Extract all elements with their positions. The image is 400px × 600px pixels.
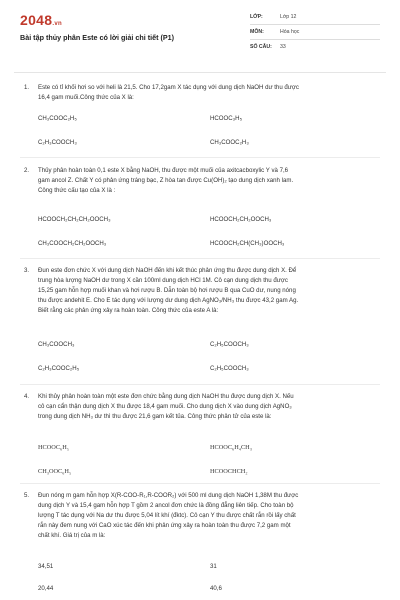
option-d[interactable]: CH₃COOC₂H₃ xyxy=(210,139,249,146)
question-text xyxy=(38,266,380,316)
option-d[interactable]: HCOOCH₂CH(CH₃)OOCH₃ xyxy=(210,240,285,247)
question-number: 1. xyxy=(24,84,30,91)
meta-label: LỚP: xyxy=(250,14,263,20)
question-line: rắn này đem nung với CaO xúc tác đến khi phản ứng xảy ra hoàn toàn thu được 7,2 gam một xyxy=(38,522,291,529)
question-line: Este có tỉ khối hơi so với heli là 21,5. Cho 17,2gam X tác dụng với dung dịch NaOH dư thu được xyxy=(38,84,299,91)
question-number: 2. xyxy=(24,167,30,174)
question-text xyxy=(38,166,380,196)
question-line: 15,25 gam hỗn hợp muối khan và hơi rượu B. Dẫn toàn bộ hơi rượu B qua CuO dư, nung nóng xyxy=(38,287,296,294)
question-1 xyxy=(24,83,380,103)
question-line: cô cạn cẩn thận dung dịch X thu được 18,4 gam muối. Cho dung dịch X vào dung dịch AgNO₃ xyxy=(38,403,292,410)
option-c[interactable]: C₂H₃COOCH₃ xyxy=(38,139,77,146)
option-d[interactable]: 40,6 xyxy=(210,585,222,592)
meta-value: 33 xyxy=(280,44,286,50)
meta-row-class xyxy=(250,10,380,25)
option-a[interactable]: HCOOC₆H₅ xyxy=(38,444,69,451)
question-divider xyxy=(20,258,380,259)
option-c[interactable]: 20,44 xyxy=(38,585,54,592)
question-5 xyxy=(24,491,380,541)
question-line: Công thức cấu tạo của X là : xyxy=(38,187,116,194)
question-line: trung hòa lượng NaOH dư trong X cần 100ml dung dịch HCl 1M. Cô cạn dung dịch thu được xyxy=(38,277,288,284)
option-a[interactable]: HCOOCH₂CH₂CH₂OOCH₃ xyxy=(38,216,111,223)
option-c[interactable]: CH₃COOCH₂CH₂OOCH₃ xyxy=(38,240,107,247)
logo-main: 2048 xyxy=(20,12,53,28)
header-divider xyxy=(14,72,386,73)
meta-label: MÔN: xyxy=(250,29,264,35)
document-meta xyxy=(250,10,380,54)
question-3 xyxy=(24,266,380,316)
option-c[interactable]: C₂H₃COOC₂H₅ xyxy=(38,365,80,372)
meta-label: SỐ CÂU: xyxy=(250,44,272,50)
option-a[interactable]: CH₃COOC₂H₅ xyxy=(38,115,77,122)
question-divider xyxy=(20,483,380,484)
option-b[interactable]: HCOOCH₂CH₂OOCH₃ xyxy=(210,216,272,223)
option-b[interactable]: HCOOC₆H₄CH₃ xyxy=(210,444,252,451)
question-line: chất khí. Giá trị của m là: xyxy=(38,532,106,539)
option-a[interactable]: 34,51 xyxy=(38,563,54,570)
meta-row-subject xyxy=(250,25,380,40)
document-header xyxy=(0,0,400,60)
question-line: Đun nóng m gam hỗn hợp X(R-COO-R₁,R-COOR₂) với 500 ml dung dịch NaOH 1,38M thu được xyxy=(38,492,299,499)
question-line: Khi thủy phân hoàn toàn một este đơn chức bằng dung dịch NaOH thu được dung dịch X. Nếu xyxy=(38,393,294,400)
question-line: dung dịch Y và 15,4 gam hỗn hợp T gồm 2 ancol đơn chức là đồng đẳng liên tiếp. Cho toàn bộ xyxy=(38,502,294,509)
option-d[interactable]: C₂H₅COOCH₃ xyxy=(210,365,249,372)
question-line: thu được andehit E. Cho E tác dụng với lượng dư dung dịch AgNO₃/NH₃ thu được 43,2 gam Ag. xyxy=(38,297,299,304)
option-b[interactable]: 31 xyxy=(210,563,217,570)
option-c[interactable]: CH₃OOC₆H₅ xyxy=(38,468,72,475)
question-line: 16,4 gam muối.Công thức của X là: xyxy=(38,94,134,101)
question-number: 5. xyxy=(24,492,30,499)
option-b[interactable]: C₂H₅COOCH₃ xyxy=(210,341,249,348)
question-4 xyxy=(24,392,380,422)
meta-row-count xyxy=(250,40,380,54)
question-text xyxy=(38,392,380,422)
question-number: 3. xyxy=(24,267,30,274)
question-divider xyxy=(20,384,380,385)
question-text xyxy=(38,83,380,103)
question-line: gam ancol Z. Chất Y có phản ứng tráng bạc, Z hòa tan được Cu(OH)₂ tạo dung dịch xanh lam. xyxy=(38,177,294,184)
meta-value: Lớp 12 xyxy=(280,14,297,20)
option-b[interactable]: HCOOC₃H₅ xyxy=(210,115,243,122)
question-line: trong dung dịch NH₃ dư thì thu được 21,6 gam kết tủa. Công thức phân tử của este là: xyxy=(38,413,272,420)
option-a[interactable]: CH₃COOCH₃ xyxy=(38,341,75,348)
site-logo[interactable] xyxy=(20,12,62,28)
meta-value: Hóa học xyxy=(280,29,300,35)
option-d[interactable]: HCOOCHCH₂ xyxy=(210,468,248,475)
question-line: Thủy phân hoàn toàn 0,1 este X bằng NaOH, thu được một muối của axitcacboxylic Y và 7,6 xyxy=(38,167,289,174)
document-title: Bài tập thủy phân Este có lời giải chi tiết (P1) xyxy=(20,33,175,42)
question-2 xyxy=(24,166,380,196)
question-line: Đun este đơn chức X với dung dịch NaOH đến khi kết thúc phản ứng thu được dung dịch X. Để xyxy=(38,267,297,274)
question-line: Biết rằng các phản ứng xảy ra hoàn toàn. Công thức của este A là: xyxy=(38,307,219,314)
question-text xyxy=(38,491,380,541)
question-number: 4. xyxy=(24,393,30,400)
question-line: lượng T tác dụng với Na dư thu được 5,04 lít khí (đktc). Cô cạn Y thu được chất rắn rồi lấy chất xyxy=(38,512,296,519)
question-divider xyxy=(20,157,380,158)
logo-suffix: .vn xyxy=(52,21,62,27)
